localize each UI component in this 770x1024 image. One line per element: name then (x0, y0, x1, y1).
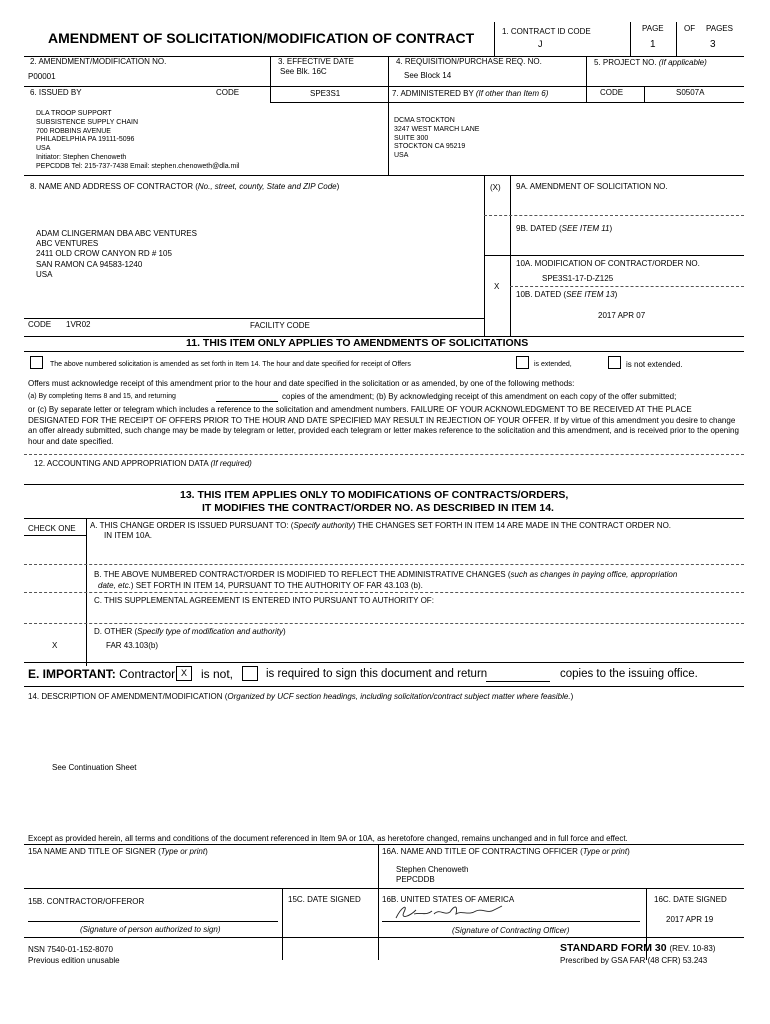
administered-by-label: 7. ADMINISTERED BY (If other than Item 6) (392, 89, 549, 98)
item10b-value[interactable]: 2017 APR 07 (598, 311, 646, 320)
amendment-no-label: 2. AMENDMENT/MODIFICATION NO. (30, 57, 167, 66)
item13d-value[interactable]: FAR 43.103(b) (106, 641, 159, 650)
contractor-label: 8. NAME AND ADDRESS OF CONTRACTOR (No., street, county, State and ZIP Code) (30, 182, 340, 191)
total-pages[interactable]: 3 (710, 39, 716, 50)
prescribed-note: Prescribed by GSA FAR (48 CFR) 53.243 (560, 956, 708, 965)
contractor-address[interactable]: ADAM CLINGERMAN DBA ABC VENTURES ABC VENTURES 2411 OLD CROW CANYON RD # 105 SAN RAMON CA 94583-1240 USA (36, 229, 197, 279)
item12-label: 12. ACCOUNTING AND APPROPRIATION DATA (If required) (34, 459, 252, 468)
administered-by-code-label: CODE (600, 88, 624, 97)
contractor-code-label: CODE (28, 320, 52, 329)
previous-edition-note: Previous edition unusable (28, 956, 120, 965)
administered-by-code[interactable]: S0507A (676, 88, 705, 97)
issued-by-code[interactable]: SPE3S1 (310, 89, 341, 98)
item15c-label: 15C. DATE SIGNED (288, 895, 361, 904)
is-extended-label: is extended, (534, 361, 572, 368)
item13c-line: C. THIS SUPPLEMENTAL AGREEMENT IS ENTERED INTO PURSUANT TO AUTHORITY OF: (94, 596, 434, 605)
item13-heading1: 13. THIS ITEM APPLIES ONLY TO MODIFICATIONS OF CONTRACTS/ORDERS, (180, 489, 569, 501)
issued-by-address[interactable]: DLA TROOP SUPPORT SUBSISTENCE SUPPLY CHAIN 700 ROBBINS AVENUE PHILADELPHIA PA 19111-5096 USA Initiator: Stephen Chenoweth PEPCDDB Tel: 215-737-7438 Email: stephen.chenoweth@dla.mil (36, 110, 240, 170)
copies-return-blank[interactable] (486, 681, 550, 682)
item14-label: 14. DESCRIPTION OF AMENDMENT/MODIFICATION (Organized by UCF section headings, including solicitation/contract subject matter where feasible.) (28, 692, 574, 701)
item13d-line: D. OTHER (Specify type of modification and authority) (94, 627, 286, 636)
item13a-line1: A. THIS CHANGE ORDER IS ISSUED PURSUANT TO: (Specify authority) THE CHANGES SET FORTH IN ITEM 14 ARE MADE IN THE CONTRACT ORDER NO. (90, 521, 672, 530)
copies-label: copies to the issuing office. (560, 668, 698, 680)
item14-footer: Except as provided herein, all terms and conditions of the document referenced in Item 9A or 10A, as heretofore changed, remains unchanged and in full force and effect. (28, 834, 628, 843)
item13-heading2: IT MODIFIES THE CONTRACT/ORDER NO. AS DESCRIBED IN ITEM 14. (202, 502, 554, 514)
amendment-no-value[interactable]: P00001 (28, 72, 56, 81)
contract-id-value[interactable]: J (538, 39, 543, 49)
contractor-signature-line[interactable] (28, 921, 278, 922)
is-required-checkbox[interactable] (242, 666, 258, 681)
item10a-label: 10A. MODIFICATION OF CONTRACT/ORDER NO. (516, 259, 700, 268)
item13b-line1: B. THE ABOVE NUMBERED CONTRACT/ORDER IS MODIFIED TO REFLECT THE ADMINISTRATIVE CHANGES (such as changes in paying office, appropriation (94, 570, 678, 579)
contracting-officer-signature-line[interactable] (382, 921, 640, 922)
contractor-code[interactable]: 1VR02 (66, 320, 91, 329)
requisition-label: 4. REQUISITION/PURCHASE REQ. NO. (396, 57, 542, 66)
item16b-label: 16B. UNITED STATES OF AMERICA (382, 895, 515, 904)
item14-body[interactable]: See Continuation Sheet (52, 763, 137, 772)
contracting-officer-name[interactable]: Stephen Chenoweth PEPCDDB (396, 865, 469, 884)
is-not-extended-label: is not extended. (626, 360, 683, 369)
page-number[interactable]: 1 (650, 39, 656, 50)
item11-heading: 11. THIS ITEM ONLY APPLIES TO AMENDMENTS OF SOLICITATIONS (186, 337, 529, 349)
project-no-label: 5. PROJECT NO. (If applicable) (594, 58, 707, 67)
item13a-line2: IN ITEM 10A. (104, 531, 153, 540)
solicitation-amended-checkbox[interactable] (30, 356, 43, 369)
item13b-line2: date, etc.) SET FORTH IN ITEM 14, PURSUANT TO THE AUTHORITY OF FAR 43.103 (b). (98, 581, 423, 590)
copies-blank[interactable] (216, 401, 278, 402)
is-not-checkbox[interactable]: X (176, 666, 192, 681)
item15b-label: 15B. CONTRACTOR/OFFEROR (28, 897, 145, 906)
nsn-number: NSN 7540-01-152-8070 (28, 945, 113, 954)
item11-line2: Offers must acknowledge receipt of this amendment prior to the hour and date specified in the solicitation or as amended, by one of the following methods: (28, 379, 575, 388)
important-label: E. IMPORTANT: Contractor (28, 667, 176, 681)
is-extended-checkbox[interactable] (516, 356, 529, 369)
item11-line3b: copies of the amendment; (b) By acknowledging receipt of this amendment on each copy of the offer submitted; (282, 392, 677, 401)
item11-line3a: (a) By completing Items 8 and 15, and returning (28, 393, 176, 400)
contracting-officer-signature-label: (Signature of Contracting Officer) (452, 926, 570, 935)
effective-date-label: 3. EFFECTIVE DATE (278, 57, 354, 66)
is-required-label: is required to sign this document and return (266, 668, 488, 680)
administered-by-address[interactable]: DCMA STOCKTON 3247 WEST MARCH LANE SUITE 300 STOCKTON CA 95219 USA (394, 117, 480, 160)
item16c-value[interactable]: 2017 APR 19 (666, 915, 714, 924)
page-label: PAGE (642, 24, 664, 33)
requisition-value[interactable]: See Block 14 (404, 71, 452, 80)
item11-line1: The above numbered solicitation is amended as set forth in Item 14. The hour and date specified for receipt of Offers (50, 361, 411, 368)
item15a-label: 15A NAME AND TITLE OF SIGNER (Type or print) (28, 847, 208, 856)
form-title: AMENDMENT OF SOLICITATION/MODIFICATION OF CONTRACT (48, 30, 475, 46)
pages-label: PAGES (706, 24, 733, 33)
item13d-check[interactable]: X (52, 641, 58, 650)
signature-text: Stephen Chenoweth (394, 922, 404, 923)
item9b-label: 9B. DATED (SEE ITEM 11) (516, 224, 613, 233)
effective-date-value[interactable]: See Blk. 16C (280, 67, 327, 76)
item16c-label: 16C. DATE SIGNED (654, 895, 727, 904)
issued-by-code-label: CODE (216, 88, 240, 97)
contractor-signature-label: (Signature of person authorized to sign) (80, 925, 221, 934)
item11-paragraph: or (c) By separate letter or telegram which includes a reference to the solicitation and amendment numbers. FAILURE OF YOUR ACKNOWLEDGMENT TO BE RECEIVED AT THE PLACE DESIGNATED FOR THE RECEIPT OF OFFERS PRIOR TO THE HOUR AND DATE SPECIFIED MAY RESULT IN REJECTION OF YOUR OFFER. If by virtue of this amendment you desire to change an offer already submitted, such change may be made by telegram or letter, provided each telegram or letter makes reference to the solicitation and this amendment, and is received prior to the opening hour and date specified. (28, 405, 739, 446)
of-label: OF (684, 24, 696, 33)
facility-code-label: FACILITY CODE (250, 321, 310, 330)
item16a-label: 16A. NAME AND TITLE OF CONTRACTING OFFICER (Type or print) (382, 847, 630, 856)
contract-id-label: 1. CONTRACT ID CODE (502, 27, 591, 36)
item10a-check[interactable]: X (494, 282, 500, 291)
is-not-extended-checkbox[interactable] (608, 356, 621, 369)
item10b-label: 10B. DATED (SEE ITEM 13) (516, 290, 618, 299)
check-one-label: CHECK ONE (28, 524, 76, 533)
item9a-label: 9A. AMENDMENT OF SOLICITATION NO. (516, 182, 668, 191)
x-mark-header: (X) (490, 183, 501, 192)
item10a-value[interactable]: SPE3S1-17-D-Z125 (542, 274, 614, 283)
is-not-label: is not, (201, 667, 234, 681)
standard-form-label: STANDARD FORM 30 (REV. 10-83) (560, 942, 716, 954)
issued-by-label: 6. ISSUED BY (30, 88, 82, 97)
